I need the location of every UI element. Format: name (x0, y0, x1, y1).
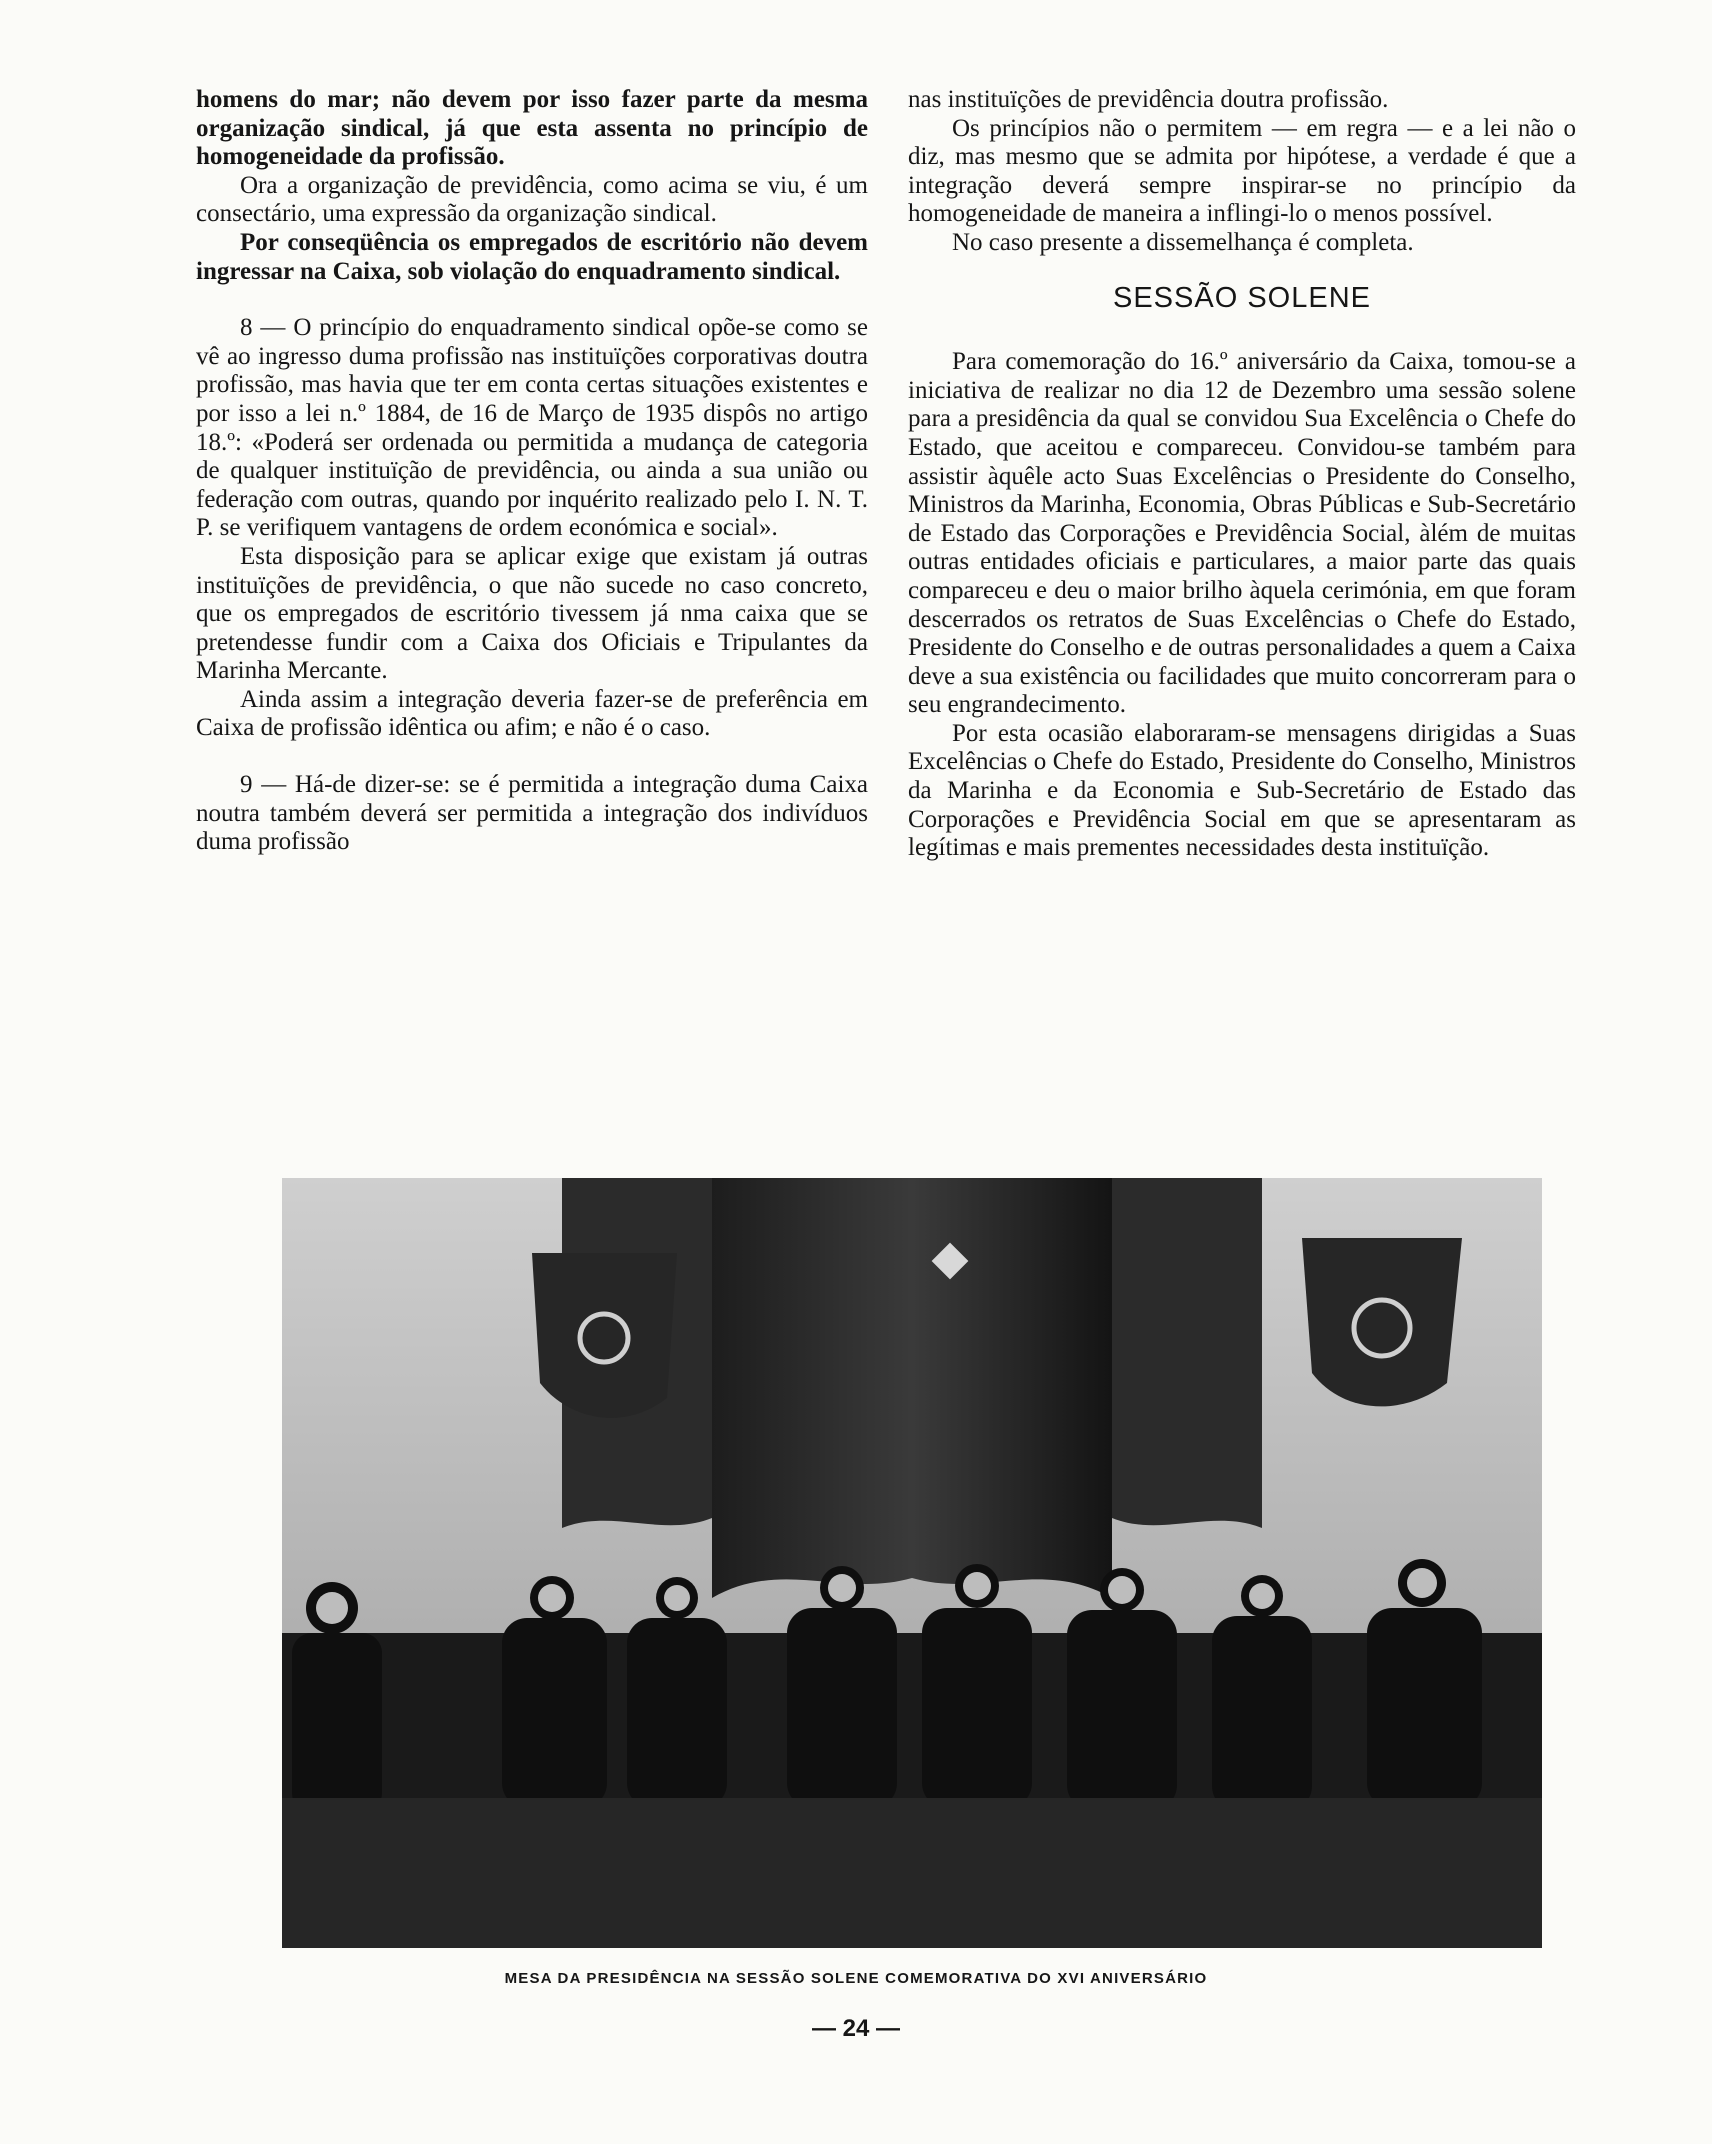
ceremony-photo (282, 1178, 1542, 1948)
ceremony-photo-illustration (282, 1178, 1542, 1948)
photo-caption: MESA DA PRESIDÊNCIA NA SESSÃO SOLENE COMEMORATIVA DO XVI ANIVERSÁRIO (504, 1970, 1208, 1987)
paragraph: Por esta ocasião elaboraram-se mensagens dirigidas a Suas Excelências o Chefe do Estado, Presidente do Conselho, Ministros da Marinha e da Economia e Sub-Secretário de Estado das Corporações e Previdência Social em que se apresentaram as legítimas e mais prementes necessidades desta instituïção. (908, 719, 1576, 862)
section-heading: SESSÃO SOLENE (1113, 281, 1371, 314)
page-number: — 24 — (811, 2015, 901, 2042)
paragraph: Esta disposição para se aplicar exige que existam já outras instituïções de previdência, o que não sucede no caso concreto, que os empregados de escritório tivessem já nma caixa que se pretendesse fundir com a Caixa dos Oficiais e Tripulantes da Marinha Mercante. (196, 542, 868, 685)
paragraph: 8 — O princípio do enquadramento sindical opõe-se como se vê ao ingresso duma profissão nas instituïções corporativas doutra profissão, mas havia que ter em conta certas situações existentes e por isso a lei n.º 1884, de 16 de Março de 1935 dispôs no artigo 18.º: «Poderá ser ordenada ou permitida a mudança de categoria de qualquer instituïção de previdência, ou ainda a sua união ou federação com outras, quando por inquérito realizado pelo I. N. T. P. se verifiquem vantagens de ordem económica e social». (196, 314, 868, 542)
paragraph: Para comemoração do 16.º aniversário da Caixa, tomou-se a iniciativa de realizar no dia 12 de Dezembro uma sessão solene para a presidência da qual se convidou Sua Excelência o Chefe do Estado, que aceitou e compareceu. Convidou-se também para assistir àquêle acto Suas Excelências o Presidente do Conselho, Ministros da Marinha, Economia, Obras Públicas e Sub-Secretário de Estado das Corporações e Previdência Social, àlém de muitas outras entidades oficiais e particulares, a maior parte das quais compareceu e deu o maior brilho àquela cerimónia, em que foram descerrados os retratos de Suas Excelências o Chefe do Estado, Presidente do Conselho e de outras personalidades a quem a Caixa deve a sua existência ou facilidades que muito concorreram para o seu engrandecimento. (908, 348, 1576, 719)
right-column (908, 86, 1576, 863)
paragraph: homens do mar; não devem por isso fazer parte da mesma organização sindical, já que esta assenta no princípio de homogeneidade da profissão. (196, 86, 868, 171)
paragraph: nas instituïções de previdência doutra profissão. (908, 86, 1389, 113)
paragraph: No caso presente a dissemelhança é completa. (952, 228, 1414, 256)
paragraph: Por conseqüência os empregados de escritório não devem ingressar na Caixa, sob violação do enquadramento sindical. (196, 228, 868, 285)
paragraph: Ora a organização de previdência, como acima se viu, é um consectário, uma expressão da organização sindical. (196, 171, 868, 228)
paragraph: Ainda assim a integração deveria fazer-se de preferência em Caixa de profissão idêntica ou afim; e não é o caso. (196, 685, 868, 742)
paragraph: Os princípios não o permitem — em regra — e a lei não o diz, mas mesmo que se admita por hipótese, a verdade é que a integração deverá sempre inspirar-se no princípio da homogeneidade de maneira a inflingi-lo o menos possível. (908, 114, 1576, 228)
paragraph: 9 — Há-de dizer-se: se é permitida a integração duma Caixa noutra também deverá ser permitida a integração dos indivíduos duma profissão (196, 771, 868, 856)
left-column (196, 86, 868, 857)
